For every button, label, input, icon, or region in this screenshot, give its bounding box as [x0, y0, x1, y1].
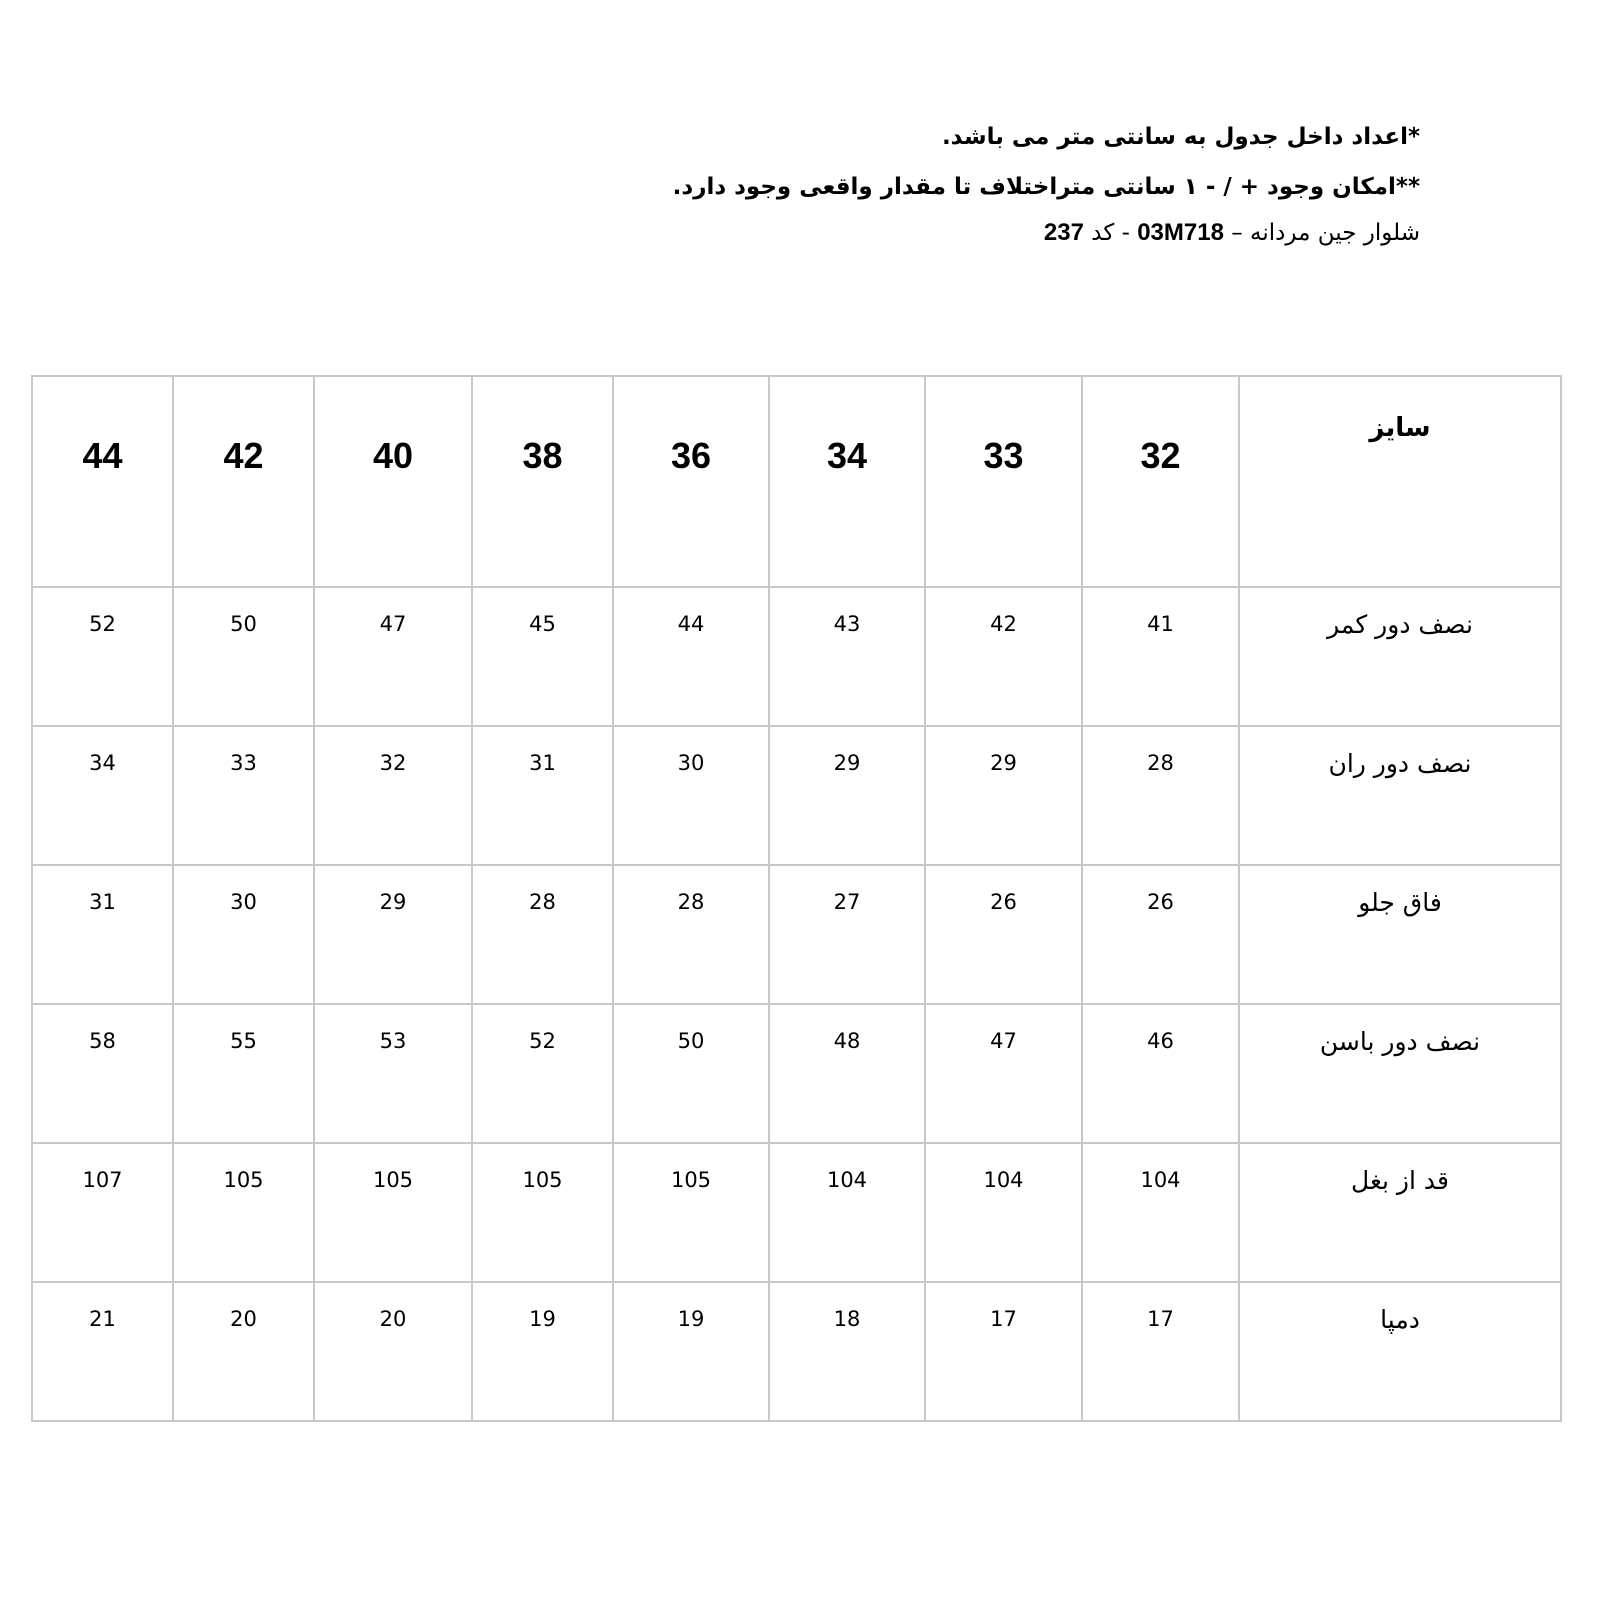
- measurement-value: 20: [173, 1282, 314, 1421]
- measurement-value: 52: [32, 587, 173, 726]
- size-header-row: [32, 376, 1561, 587]
- measurement-value: 26: [925, 865, 1082, 1004]
- measurement-value: 50: [173, 587, 314, 726]
- measurement-value: 105: [314, 1143, 472, 1282]
- measurement-value: 58: [32, 1004, 173, 1143]
- measurement-row: [32, 865, 1561, 1004]
- measurement-value: 47: [925, 1004, 1082, 1143]
- measurement-value: 31: [32, 865, 173, 1004]
- measurement-value: 30: [173, 865, 314, 1004]
- measurement-row: [32, 587, 1561, 726]
- measurement-label: قد از بغل: [1239, 1143, 1561, 1282]
- measurement-value: 52: [472, 1004, 613, 1143]
- measurement-value: 19: [472, 1282, 613, 1421]
- measurement-value: 26: [1082, 865, 1239, 1004]
- measurement-label: دمپا: [1239, 1282, 1561, 1421]
- measurement-value: 29: [769, 726, 925, 865]
- measurement-row: [32, 1004, 1561, 1143]
- measurement-value: 28: [1082, 726, 1239, 865]
- measurement-value: 104: [1082, 1143, 1239, 1282]
- product-model-code: 03M718: [1137, 219, 1224, 246]
- measurement-value: 18: [769, 1282, 925, 1421]
- note-units: *اعداد داخل جدول به سانتی متر می باشد.: [941, 124, 1420, 150]
- measurement-value: 42: [925, 587, 1082, 726]
- measurement-label: نصف دور کمر: [1239, 587, 1561, 726]
- measurement-value: 45: [472, 587, 613, 726]
- note-tolerance: **امکان وجود + / - ۱ سانتی متراختلاف تا مقدار واقعی وجود دارد.: [672, 174, 1420, 200]
- size-header-cell: 38: [472, 376, 613, 587]
- measurement-value: 48: [769, 1004, 925, 1143]
- measurement-value: 34: [32, 726, 173, 865]
- measurement-value: 17: [925, 1282, 1082, 1421]
- measurement-row: [32, 726, 1561, 865]
- measurement-value: 53: [314, 1004, 472, 1143]
- size-header-cell: 44: [32, 376, 173, 587]
- measurement-value: 105: [173, 1143, 314, 1282]
- measurement-value: 41: [1082, 587, 1239, 726]
- measurement-value: 29: [925, 726, 1082, 865]
- measurement-value: 46: [1082, 1004, 1239, 1143]
- size-header-cell: 40: [314, 376, 472, 587]
- measurement-value: 104: [769, 1143, 925, 1282]
- size-header-cell: 42: [173, 376, 314, 587]
- measurement-row: [32, 1143, 1561, 1282]
- measurement-value: 33: [173, 726, 314, 865]
- measurement-value: 19: [613, 1282, 769, 1421]
- measurement-value: 27: [769, 865, 925, 1004]
- measurement-value: 105: [613, 1143, 769, 1282]
- measurement-value: 17: [1082, 1282, 1239, 1421]
- measurement-value: 28: [472, 865, 613, 1004]
- measurement-value: 29: [314, 865, 472, 1004]
- product-title: [520, 208, 1420, 258]
- size-header-cell: 34: [769, 376, 925, 587]
- measurement-value: 105: [472, 1143, 613, 1282]
- measurement-value: 43: [769, 587, 925, 726]
- notes-block: [520, 112, 1420, 258]
- measurement-row: [32, 1282, 1561, 1421]
- measurement-value: 31: [472, 726, 613, 865]
- product-name: شلوار جین مردانه –: [1231, 220, 1420, 246]
- measurement-label: نصف دور ران: [1239, 726, 1561, 865]
- measurement-label: نصف دور باسن: [1239, 1004, 1561, 1143]
- measurement-value: 28: [613, 865, 769, 1004]
- measurement-value: 21: [32, 1282, 173, 1421]
- product-code-number: 237: [1043, 219, 1084, 246]
- measurement-value: 30: [613, 726, 769, 865]
- measurement-value: 32: [314, 726, 472, 865]
- size-header-cell: 33: [925, 376, 1082, 587]
- measurement-value: 20: [314, 1282, 472, 1421]
- measurement-value: 104: [925, 1143, 1082, 1282]
- size-header-cell: 36: [613, 376, 769, 587]
- measurement-label: فاق جلو: [1239, 865, 1561, 1004]
- measurement-value: 44: [613, 587, 769, 726]
- size-header-cell: 32: [1082, 376, 1239, 587]
- size-chart-table: [31, 375, 1562, 1422]
- measurement-value: 50: [613, 1004, 769, 1143]
- product-code-label: - کد: [1091, 220, 1130, 246]
- size-chart-body: [32, 376, 1561, 1421]
- measurement-value: 55: [173, 1004, 314, 1143]
- size-header-label: سایز: [1239, 376, 1561, 587]
- measurement-value: 47: [314, 587, 472, 726]
- measurement-value: 107: [32, 1143, 173, 1282]
